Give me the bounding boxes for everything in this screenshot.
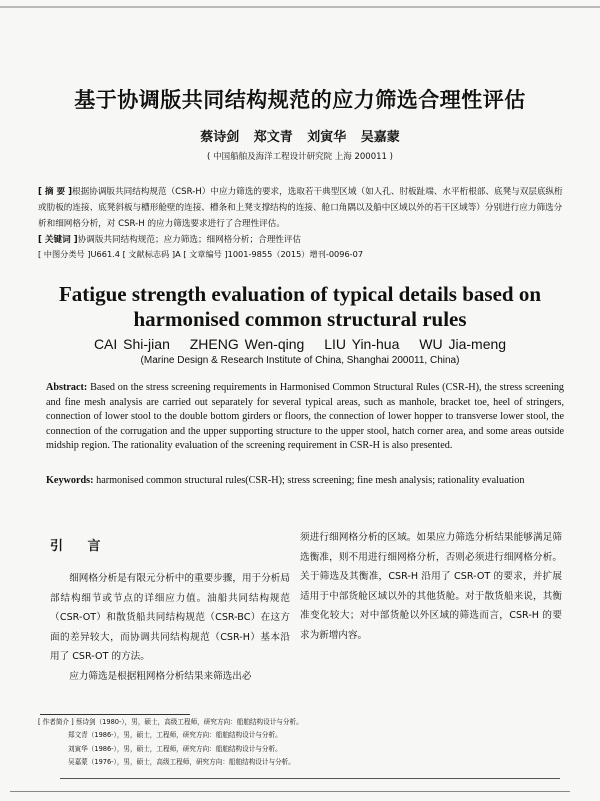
scan-artifact-line xyxy=(10,791,570,792)
english-keywords-text: harmonised common structural rules(CSR-H); stress screening; fine mesh analysis; rationality evaluation xyxy=(96,475,525,486)
author-footnotes xyxy=(38,716,568,770)
english-abstract xyxy=(46,381,564,454)
chinese-authors: 蔡诗剑 郑文青 刘寅华 吴嘉蒙 xyxy=(200,130,400,145)
english-keywords xyxy=(46,474,564,489)
footnote-line: 吴嘉蒙（1976-），男，硕士，高级工程师，研究方向：船舶结构设计与分析。 xyxy=(68,758,295,767)
chinese-title: 基于协调版共同结构规范的应力筛选合理性评估 xyxy=(74,88,526,112)
scan-artifact-line xyxy=(60,778,560,779)
english-keywords-label: Keywords: xyxy=(46,475,94,486)
author-name: ZHENG Wen-qing xyxy=(189,336,305,352)
english-affiliation: (Marine Design & Research Institute of China, Shanghai 200011, China) xyxy=(140,355,460,366)
footnote-line: 郑文青（1986-），男，硕士，工程师，研究方向：船舶结构设计与分析。 xyxy=(68,731,282,740)
chinese-affiliation: ( 中国船舶及海洋工程设计研究院 上海 200011 ) xyxy=(207,152,393,162)
scan-top-edge xyxy=(0,6,600,8)
chinese-keywords-label: [ 关键词 ] xyxy=(38,235,78,245)
chinese-keywords xyxy=(38,233,570,245)
english-abstract-label: Abstract: xyxy=(46,382,88,393)
footnote-rule xyxy=(40,714,190,715)
body-left-column xyxy=(50,569,290,687)
author-name: CAI Shi-jian xyxy=(93,336,170,352)
english-title: Fatigue strength evaluation of typical details based on harmonised common structural rules xyxy=(58,282,542,331)
author-name: LIU Yin-hua xyxy=(324,336,400,352)
footnote-line: 刘寅华（1986-），男，硕士，工程师，研究方向：船舶结构设计与分析。 xyxy=(68,744,282,753)
english-abstract-text: Based on the stress screening requirements in Harmonised Common Structural Rules (CSR-H), the stress screening and fine mesh analysis are carried out separately for several typical areas, such as manhole, bracket toe, heel of stringers, connection of lower stool to the double bottom girders or floors, the connection of lower hopper to transverse lower stool, the connection of the corrugation and the upper supporting structure to the upper stool, hatch corner area, and some areas outside midship region. The rationality evaluation of the screening requirement in CSR-H is also presented. xyxy=(46,382,565,452)
body-paragraph: 应力筛选是根据粗网格分析结果来筛选出必 xyxy=(69,670,252,682)
footnote-line: [ 作者简介 ] 蔡诗剑（1980-），男，硕士，高级工程师，研究方向：船舶结构设计与分析。 xyxy=(38,718,303,726)
chinese-abstract-text: 根据协调版共同结构规范（CSR-H）中应力筛选的要求，选取若干典型区域（如人孔、肘板趾端、水平桁根部、底凳与双层底纵桁或肋板的连接、底凳斜板与槽形舱壁的连接、槽条和上凳支撑结构的连接、舱口角隅以及船中区域以外的若干区域等）分别进行应力筛选分析和细网格分析，对 CSR-H 的应力筛选要求进行了合理性评估。 xyxy=(38,187,563,229)
body-paragraph: 细网格分析是有限元分析中的重要步骤，用于分析局部结构细节或节点的详细应力值。油船共同结构规范（CSR-OT）和散货船共同结构规范（CSR-BC）在这方面的差异较大，而协调共同结构规范（CSR-H）基本沿用了 CSR-OT 的方法。 xyxy=(50,573,290,663)
chinese-keywords-text: 协调版共同结构规范；应力筛选；细网格分析；合理性评估 xyxy=(77,235,302,245)
chinese-abstract xyxy=(38,184,570,232)
classification-codes: [ 中图分类号 ]U661.4 [ 文献标志码 ]A [ 文章编号 ]1001-9855（2015）增刊-0096-07 xyxy=(38,249,364,259)
author-name: WU Jia-meng xyxy=(419,336,507,352)
chinese-abstract-label: [ 摘 要 ] xyxy=(38,187,73,197)
section-heading-introduction: 引 言 xyxy=(50,539,111,554)
body-paragraph: 须进行细网格分析的区域。如果应力筛选分析结果能够满足筛选衡准，则不用进行细网格分析，否则必须进行细网格分析。关于筛选及其衡准，CSR-H 沿用了 CSR-OT 的要求，并扩展适用于中部货舱区域以外的其他货舱。对于散货船来说，其衡准变化较大；对中部货舱以外区域的筛选而言，CSR-H 的要求为新增内容。 xyxy=(300,532,562,641)
english-authors xyxy=(0,336,600,352)
body-right-column xyxy=(300,528,562,646)
